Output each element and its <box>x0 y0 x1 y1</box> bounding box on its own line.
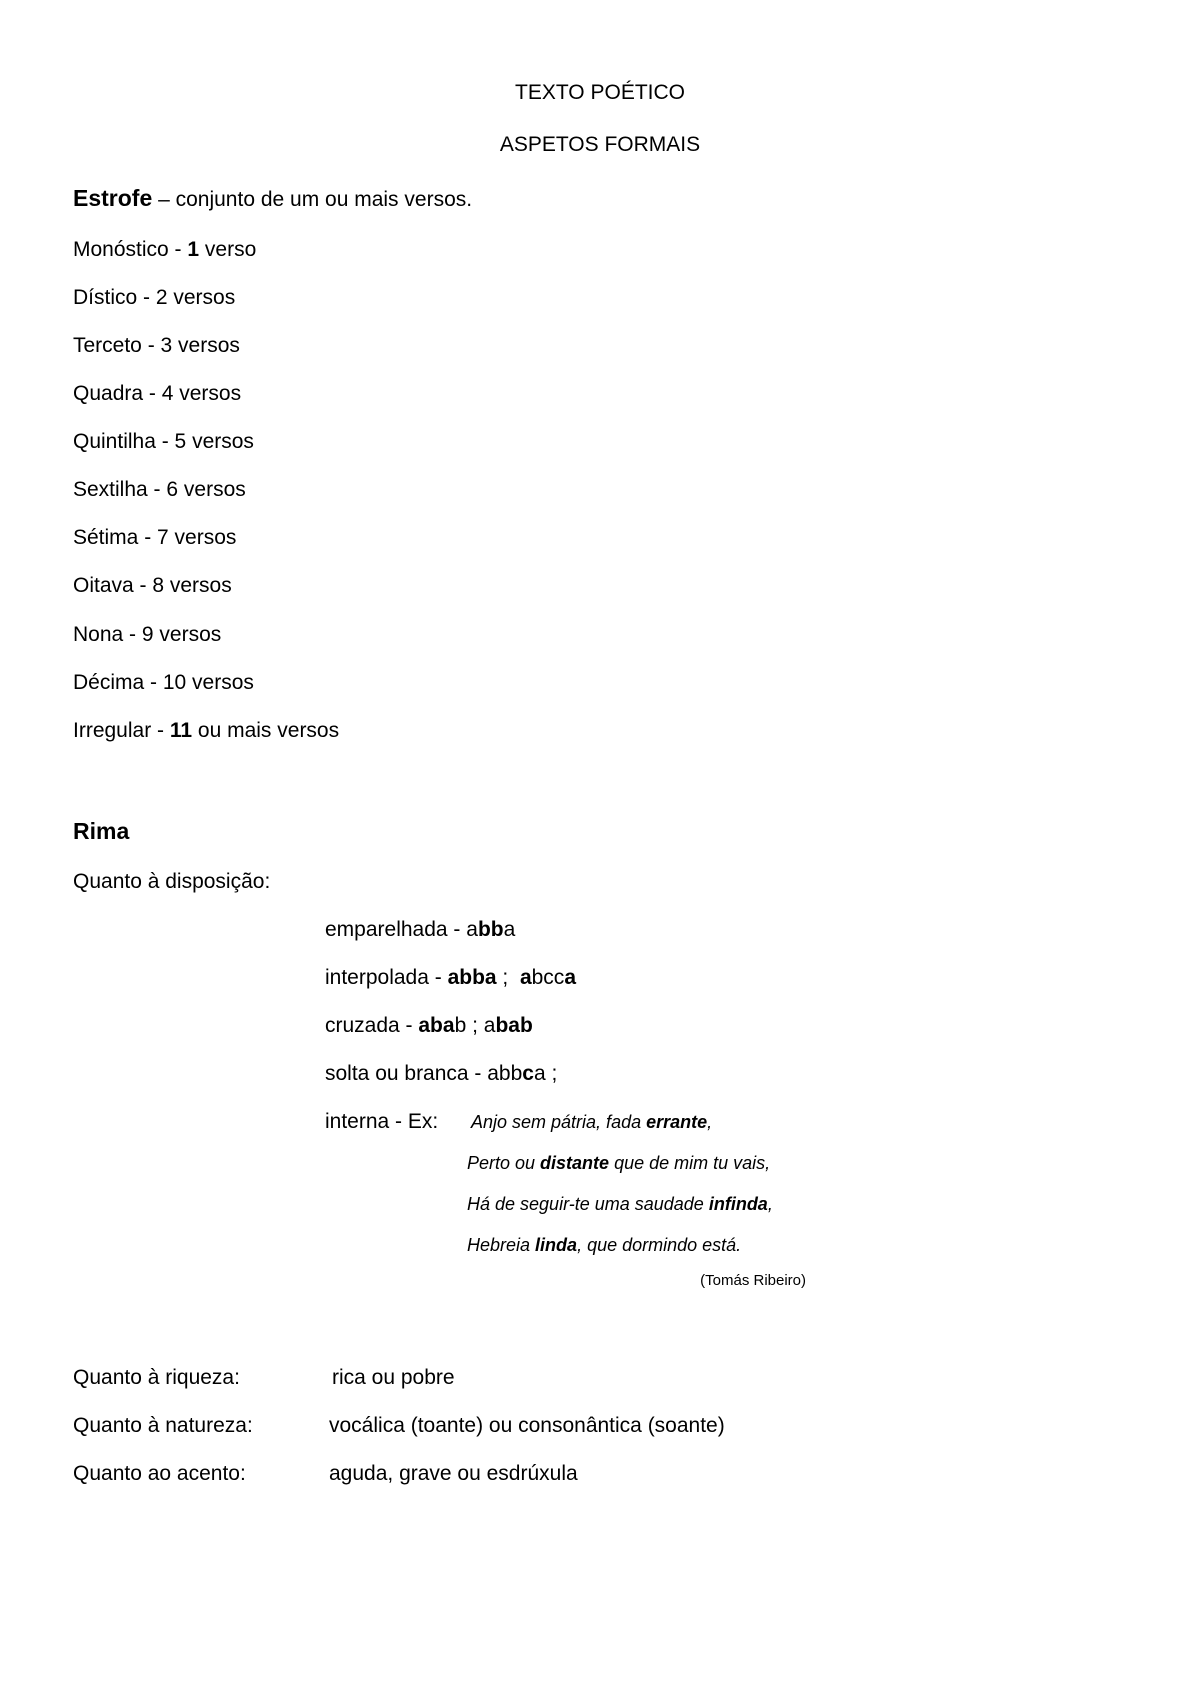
rhyme-interna-label: interna - Ex: <box>325 1110 439 1133</box>
rhyme-label: interpolada - <box>325 966 448 989</box>
poem-rhyme-word: distante <box>540 1153 610 1173</box>
stanza-type-count: 7 <box>157 526 169 549</box>
stanza-type-item <box>73 624 221 645</box>
rima-heading: Rima <box>73 818 130 844</box>
poem-text: Anjo sem pátria, fada <box>471 1112 647 1132</box>
poem-line <box>471 1113 712 1131</box>
rhyme-letters-bold: abba <box>447 966 497 989</box>
property-value: rica ou pobre <box>332 1366 455 1389</box>
stanza-type-name: Oitava - <box>73 574 153 597</box>
stanza-type-name: Décima - <box>73 671 163 694</box>
rhyme-label: solta ou branca - abb <box>325 1062 523 1085</box>
rhyme-solta <box>325 1063 557 1084</box>
stanza-type-name: Quintilha - <box>73 430 175 453</box>
poem-rhyme-word: errante <box>646 1112 708 1132</box>
stanza-type-count: 6 <box>166 478 179 501</box>
stanza-type-unit: versos <box>167 286 236 309</box>
rhyme-letters-bold: aba <box>418 1014 455 1037</box>
rhyme-letters: a ; <box>533 1062 558 1085</box>
poem-rhyme-word: infinda <box>708 1194 768 1214</box>
stanza-type-item <box>73 383 241 404</box>
rhyme-separator: ; <box>466 1014 484 1037</box>
rhyme-letters: b <box>454 1014 467 1037</box>
estrofe-definition-text: – conjunto de um ou mais versos. <box>152 188 473 211</box>
stanza-type-unit: verso <box>199 238 257 261</box>
stanza-type-name: Terceto - <box>73 334 161 357</box>
rhyme-letters-bold: bb <box>477 918 504 941</box>
property-label: Quanto à natureza: <box>73 1414 253 1437</box>
property-value: aguda, grave ou esdrúxula <box>329 1462 578 1485</box>
rhyme-letters: a <box>483 1014 496 1037</box>
stanza-type-item <box>73 672 254 693</box>
stanza-type-unit: versos <box>186 430 254 453</box>
stanza-type-unit: versos <box>178 478 246 501</box>
rhyme-letters-bold: c <box>522 1062 534 1085</box>
stanza-type-count: 2 <box>155 286 168 309</box>
poem-text: Há de seguir-te uma saudade <box>467 1194 709 1214</box>
rhyme-label: emparelhada - <box>325 918 467 941</box>
poem-rhyme-word: linda <box>535 1235 578 1255</box>
rhyme-letters: bcc <box>531 966 565 989</box>
stanza-type-item <box>73 287 235 308</box>
disposition-label: Quanto à disposição: <box>73 870 271 893</box>
rhyme-letters-bold: a <box>519 966 532 989</box>
stanza-type-name: Nona - <box>73 623 142 646</box>
poem-line <box>467 1195 773 1213</box>
poem-author: (Tomás Ribeiro) <box>700 1272 806 1289</box>
poem-text: Hebreia <box>467 1235 536 1255</box>
stanza-type-item <box>73 527 236 548</box>
stanza-type-count: 1 <box>187 238 200 261</box>
stanza-type-name: Sextilha - <box>73 478 167 501</box>
page-title: TEXTO POÉTICO <box>515 81 685 104</box>
stanza-type-unit: ou mais versos <box>192 719 340 742</box>
stanza-type-name: Dístico - <box>73 286 156 309</box>
stanza-type-unit: versos <box>173 382 242 405</box>
stanza-type-count: 9 <box>141 623 154 646</box>
stanza-type-count: 10 <box>162 671 187 694</box>
property-label: Quanto ao acento: <box>73 1462 246 1485</box>
stanza-type-count: 5 <box>174 430 187 453</box>
stanza-type-item <box>73 720 339 741</box>
poem-text: que de mim tu vais, <box>609 1153 771 1173</box>
rhyme-cruzada <box>325 1015 533 1036</box>
rhyme-letters-bold: bab <box>495 1014 533 1037</box>
stanza-type-count: 4 <box>161 382 174 405</box>
rhyme-letters: a <box>503 918 516 941</box>
page-subtitle: ASPETOS FORMAIS <box>499 133 701 156</box>
stanza-type-item <box>73 431 254 452</box>
stanza-type-name: Irregular - <box>73 719 170 742</box>
stanza-type-unit: versos <box>153 623 222 646</box>
poem-text: Perto ou <box>467 1153 541 1173</box>
stanza-type-unit: versos <box>164 574 232 597</box>
rhyme-interpolada <box>325 967 576 988</box>
stanza-type-unit: versos <box>186 671 254 694</box>
stanza-type-count: 8 <box>152 574 165 597</box>
stanza-type-name: Monóstico - <box>73 238 188 261</box>
estrofe-term: Estrofe <box>73 185 153 211</box>
stanza-type-count: 11 <box>169 719 193 742</box>
stanza-type-name: Quadra - <box>73 382 162 405</box>
stanza-type-item <box>73 239 256 260</box>
stanza-type-name: Sétima - <box>73 526 158 549</box>
poem-text: , que dormindo está. <box>577 1235 742 1255</box>
stanza-type-unit: versos <box>172 334 240 357</box>
rhyme-separator: ; <box>496 966 520 989</box>
stanza-type-item <box>73 335 240 356</box>
property-value: vocálica (toante) ou consonântica (soante) <box>329 1414 725 1437</box>
rhyme-letters-bold: a <box>564 966 576 989</box>
rhyme-emparelhada <box>325 919 515 940</box>
poem-line <box>467 1236 741 1254</box>
stanza-type-item <box>73 575 232 596</box>
rhyme-label: cruzada - <box>325 1014 419 1037</box>
estrofe-definition <box>73 187 472 210</box>
stanza-type-count: 3 <box>160 334 173 357</box>
rhyme-letters: a <box>466 918 478 941</box>
poem-text: , <box>707 1112 713 1132</box>
stanza-type-item <box>73 479 246 500</box>
property-label: Quanto à riqueza: <box>73 1366 240 1389</box>
stanza-type-unit: versos <box>168 526 237 549</box>
poem-line <box>467 1154 770 1172</box>
poem-text: , <box>767 1194 773 1214</box>
